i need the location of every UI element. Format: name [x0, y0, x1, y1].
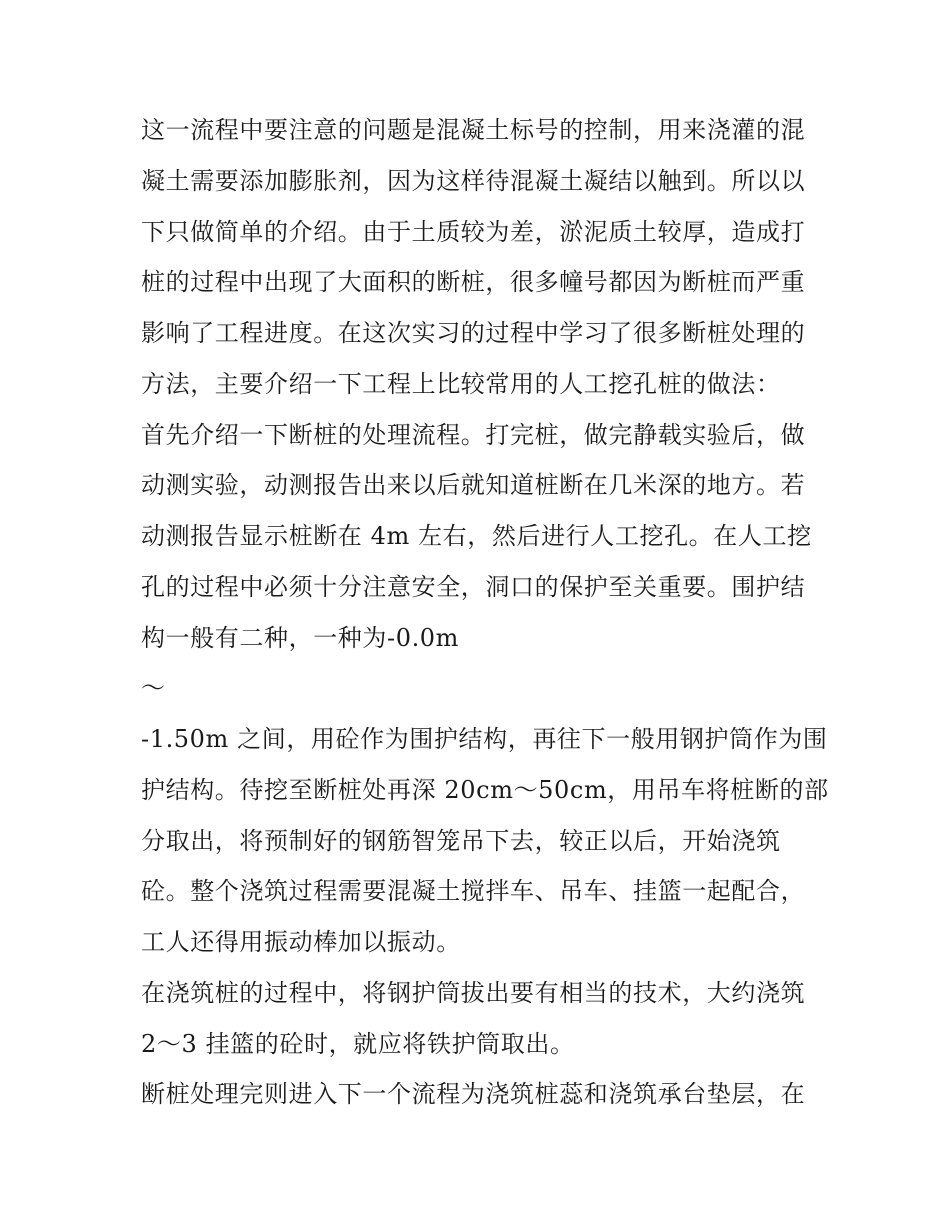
- text-line: 构一般有二种，一种为-0.0m: [141, 624, 460, 652]
- text-line: 孔的过程中必须十分注意安全，洞口的保护至关重要。围护结: [141, 573, 806, 601]
- text-line: 动测实验，动测报告出来以后就知道桩断在几米深的地方。若: [141, 471, 806, 499]
- text-line: 在浇筑桩的过程中，将钢护筒拔出要有相当的技术，大约浇筑: [141, 979, 806, 1007]
- text-line: 方法，主要介绍一下工程上比较常用的人工挖孔桩的做法：: [141, 370, 781, 398]
- text-line: 护结构。待挖至断桩处再深 20cm～50cm，用吊车将桩断的部: [141, 776, 829, 804]
- text-line: 凝土需要添加膨胀剂，因为这样待混凝土凝结以触到。所以以: [141, 167, 806, 195]
- text-line: 首先介绍一下断桩的处理流程。打完桩，做完静载实验后，做: [141, 421, 806, 449]
- text-line: 下只做简单的介绍。由于土质较为差，淤泥质土较厚，造成打: [141, 218, 806, 246]
- text-line: 影响了工程进度。在这次实习的过程中学习了很多断桩处理的: [141, 319, 806, 347]
- text-line: ～: [141, 674, 166, 702]
- text-line: 砼。整个浇筑过程需要混凝土搅拌车、吊车、挂篮一起配合，: [141, 877, 806, 905]
- text-line: 分取出，将预制好的钢筋智笼吊下去，较正以后，开始浇筑: [141, 827, 781, 855]
- text-line: 断桩处理完则进入下一个流程为浇筑桩蕊和浇筑承台垫层，在: [141, 1080, 806, 1108]
- text-line: 工人还得用振动棒加以振动。: [141, 928, 461, 956]
- text-line: 这一流程中要注意的问题是混凝土标号的控制，用来浇灌的混: [141, 116, 806, 144]
- text-line: 动测报告显示桩断在 4m 左右，然后进行人工挖孔。在人工挖: [141, 522, 812, 550]
- text-line: 桩的过程中出现了大面积的断桩，很多幢号都因为断桩而严重: [141, 268, 806, 296]
- text-line: 2～3 挂篮的砼时，就应将铁护筒取出。: [141, 1030, 575, 1058]
- text-line: -1.50m 之间，用砼作为围护结构，再往下一般用钢护筒作为围: [141, 725, 828, 753]
